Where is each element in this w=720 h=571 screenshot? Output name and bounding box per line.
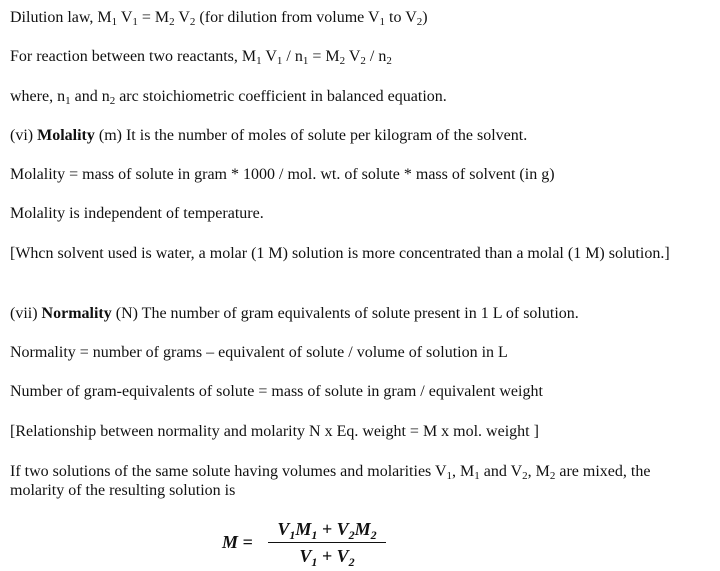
molar-vs-molal-note: [Whcn solvent used is water, a molar (1 M) solution is more concentrated than a molal (1 M) solution.] (10, 245, 670, 262)
molality-temperature-line: Molality is independent of temperature. (10, 205, 264, 222)
gram-equivalents-line: Number of gram-equivalents of solute = mass of solute in gram / equivalent weight (10, 383, 543, 400)
molality-heading: (vi) Molality (m) It is the number of moles of solute per kilogram of the solvent. (10, 127, 528, 144)
dilution-law-line: Dilution law, $M_1$ $V_1 = M_2$ $V_2$ (for dilution from volume $V_1$ to $V_2$) (10, 9, 428, 28)
formula-lhs: M = (222, 532, 253, 552)
formula-fraction (264, 518, 390, 567)
mixing-solutions-line: If two solutions of the same solute having volumes and molarities $V_1$, $M_1$ and $V_2$, $M_2$ are mixed, the molarity of the resulting solution is (10, 463, 651, 499)
normality-heading: (vii) Normality (N) The number of gram equivalents of solute present in 1 L of solution. (10, 305, 579, 322)
mixing-molarity-formula (222, 518, 422, 570)
formula-denominator: $V_1 + V_2$ (299, 546, 355, 569)
stoichiometric-line: where, $n_1$ and $n_2$ arc stoichiometric coefficient in balanced equation. (10, 88, 447, 107)
normality-molarity-relationship: [Relationship between normality and molarity N x Eq. weight = M x mol. weight ] (10, 423, 539, 440)
two-reactants-line: For reaction between two reactants, $M_1$ $V_1 / n_1 = M_2$ $V_2 / n_2$ (10, 48, 392, 67)
formula-numerator: $V_1M_1 + V_2M_2$ (277, 519, 377, 542)
fraction-bar (268, 542, 386, 543)
molality-formula-line: Molality = mass of solute in gram * 1000 / mol. wt. of solute * mass of solvent (in g) (10, 166, 555, 183)
normality-formula-line: Normality = number of grams – equivalent of solute / volume of solution in L (10, 344, 508, 361)
